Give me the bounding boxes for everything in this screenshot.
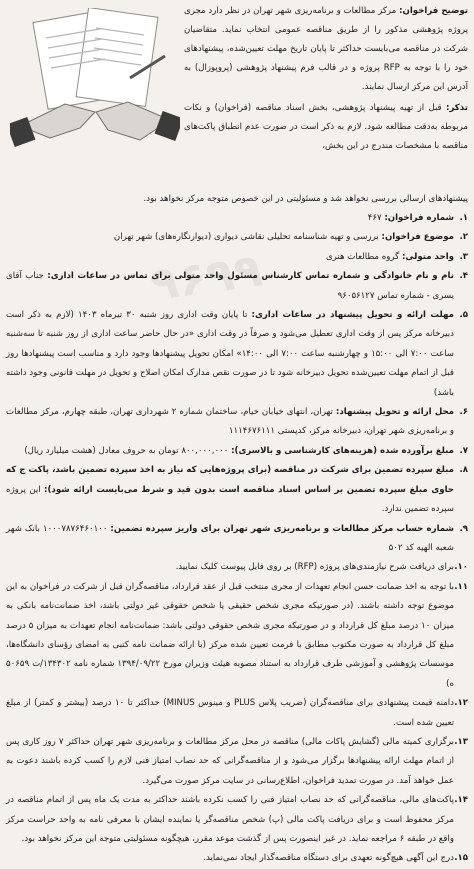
item-number: ۵. (459, 310, 468, 321)
notice-items (6, 209, 468, 869)
item-text: تا پایان وقت اداری روز شنبه ۳۰ تیرماه ۱۴۰۳ (لازم به ذکر است دبیرخانه مرکز پس از وقت اداری تعطیل می‌شود و صرفاً در وقت اداری «در حال حاضر ساعت اداری از روز شنبه تا سه‌شنبه ساعت ۷:۰۰ الی ۱۵:۰۰ و چهارشنبه ساعت ۷:۰۰ الی ۱۴:۰۰» امکان تحویل پیشنهادها وجود دارد و مناسب است پیشنهادها روز قبل از اتمام مهلت تعیین‌شده تحویل دبیرخانه شود تا در صورت نقص مدارک امکان اصلاح و تحویل در مهلت قانونی وجود داشته باشد) (6, 310, 454, 398)
item-text: برگزاری کمیته مالی (گشایش پاکات مالی) مناقصه در محل مرکز مطالعات و برنامه‌ریزی شهر تهران حداکثر ۷ روز کاری پس از اتمام مهلت ارائه پیشنهادها برگزار می‌شود و از مناقصه‌گرانی که حد نصاب امتیاز فنی لازم را کسب کرده باشند دعوت به عمل خواهد آمد. در صورت تمدید فراخوان، اطلاع‌رسانی در سایت مرکز صورت می‌گیرد. (6, 736, 454, 786)
notice-item (6, 248, 468, 267)
item-text: درج این آگهی هیچ‌گونه تعهدی برای دستگاه مناقصه‌گذار ایجاد نمی‌نماید. (203, 853, 454, 864)
item-number: ۱۵. (454, 853, 468, 864)
notice-item (6, 461, 468, 519)
item-label: نام و نام خانوادگی و شماره تماس کارشناس مسئول واحد متولی برای تماس در ساعات اداری: (47, 271, 454, 282)
item-text: جناب آقای یسری - شماره تماس ۹۶۰۵۶۱۲۷ (6, 271, 454, 301)
intro-continuation: پیشنهادهای ارسالی بررسی نخواهد شد و مسئولیتی در این خصوص متوجه مرکز نخواهد بود. (143, 194, 468, 204)
item-number: ۹. (459, 523, 468, 534)
notice-item (6, 578, 468, 694)
item-number: ۱۲. (454, 698, 468, 709)
notice-item (6, 694, 468, 733)
notice-item (6, 733, 468, 791)
notice-item (6, 849, 468, 868)
item-text: ۴۶۷ (367, 213, 382, 223)
item-number: ۳. (459, 251, 468, 262)
notice-item (6, 228, 468, 247)
watermark: ۹۶۹۹ (146, 242, 266, 312)
notice-item (6, 558, 468, 577)
item-number: ۱۱. (454, 581, 468, 592)
note-paragraph (184, 99, 468, 156)
item-number: ۲. (459, 232, 468, 243)
item-label: مهلت ارائه و تحویل پیشنهاد در ساعات اداری: (251, 310, 454, 321)
item-text: ۸۰۰,۰۰۰,۰۰۰ تومان به حروف معادل (هشت میلیارد ریال) (24, 445, 229, 456)
contract-handshake-illustration-icon (10, 8, 180, 158)
description-text: مرکز مطالعات و برنامه‌ریزی شهر تهران در نظر دارد مجری پروژه پژوهشی مذکور را از طریق مناقصه عمومی انتخاب نماید. متقاضیان شرکت در مناقصه می‌بایست حداکثر تا پایان تاریخ مهلت تعیین‌شده، پیشنهادهای خود را با توجه به RFP پروژه و در قالب فرم پیشنهاد پژوهشی (پروپوزال) به آدرس این مرکز ارسال نمایند. (184, 6, 468, 92)
item-label: شماره حساب مرکز مطالعات و برنامه‌ریزی شهر تهران برای واریز سپرده تضمین: (110, 523, 455, 534)
item-text: با توجه به اخذ ضمانت حسن انجام تعهدات از مجری منتخب قبل از عقد قرارداد، مناقصه‌گران قبل از شرکت در فراخوان به این موضوع توجه داشته باشند. (در صورتیکه مجری شخص حقیقی یا شخص حقوقی غیر دولتی باشد، اخذ ضمانت‌نامه بانکی به میزان ۱۰ درصد مبلغ کل قرارداد و در صورتیکه مجری شخص حقوقی دولتی باشد: ضمانت‌نامه انجام تعهدات به میزان ۵ درصد مبلغ کل قرارداد به صورت مکتوب مطابق با فرمت تعیین شده مرکز (با ارائه ضمانت نامه کتبی به امضای رؤسای دانشگاه‌ها، موسسات پژوهشی و آموزشی طرف قرارداد به استناد مصوبه هیئت وزیران مورخ ۱۳۹۴/۰۹/۲۲ شماره نامه ۱۳۴۳۰۲/ت ۵۰۶۵۹ ه) (6, 581, 454, 689)
item-label: شماره فراخوان: (384, 213, 454, 223)
item-number: ۱۳. (454, 736, 468, 747)
item-number: ۸. (459, 465, 468, 476)
description-paragraph (184, 2, 468, 97)
notice-item (6, 267, 468, 306)
item-number: ۱۰. (454, 562, 468, 573)
item-number: ۷. (459, 445, 468, 456)
item-text: پاکت‌های مالی، مناقصه‌گرانی که حد نصاب امتیاز فنی را کسب نکرده باشند حداکثر به مدت یک ماه پس از اتمام مناقصه در مرکز محفوظ است و برای دریافت پاکت مالی (پ) شخص مناقصه‌گر یا نماینده ایشان با معرفی نامه به واحد حراست مرکز واقع در طبقه ۶ مراجعه نماید. در غیر اینصورت پس از گذشت موعد مقرر، هیچگونه مسئولیتی متوجه این مرکز نخواهد بود. (6, 795, 454, 844)
intro-text (184, 2, 468, 156)
item-label: واحد متولی: (401, 251, 454, 262)
item-label: مبلغ سپرده تضمین برای شرکت در مناقصه (برای پروژه‌هایی که نیاز به اخذ سپرده تضمین باشد، پاکت ج که حاوی مبلغ سپرده تضمین بر اساس اسناد مناقصه است بدون قید و شرط می‌بایست ارائه شود): (6, 465, 454, 495)
description-label: توضیح فراخوان: (399, 6, 468, 16)
item-number: ۱۴. (454, 795, 468, 806)
notice-item (6, 209, 468, 228)
item-text: دامنه قیمت پیشنهادی برای مناقصه‌گران (ضریب پلاس PLUS و مینوس MINUS) حداکثر تا ۱۰ درصد (بیشتر و کمتر) از مبلغ تعیین شده است. (6, 698, 454, 728)
notice-header (6, 2, 468, 190)
item-number: ۴. (459, 271, 468, 282)
notice-item (6, 442, 468, 461)
item-text: ۱۰۰۰۷۸۷۶۴۶۰۱۰۰ بانک شهر شعبه الهیه کد ۵۰۲ (6, 523, 454, 553)
item-number: ۶. (459, 407, 468, 418)
item-label: موضوع فراخوان: (381, 232, 454, 243)
note-text: قبل از تهیه پیشنهاد پژوهشی، بخش اسناد مناقصه (فراخوان) و نکات مربوطه به‌دقت مطالعه شود. لازم به ذکر است در صورت عدم انطباق پاکت‌های مناقصه با مشخصات مندرج در این بخش، (184, 103, 468, 151)
item-text: بررسی و تهیه شناسنامه تحلیلی نقاشی دیواری (دیوارنگاره‌های) شهر تهران (113, 232, 379, 243)
item-text: تهران، انتهای خیابان خیام، ساختمان شماره ۲ شهرداری تهران، طبقه چهارم، مرکز مطالعات و برنامه‌ریزی شهر تهران، دبیرخانه مرکز، کدپستی ۱۱۱۴۶۷۶۱۱۱ (6, 407, 454, 437)
notice-item (6, 403, 468, 442)
item-label: محل ارائه و تحویل پیشنهاد: (335, 407, 455, 418)
item-text: گروه مطالعات هنری (325, 251, 400, 262)
item-text: این پروژه سپرده تضمین ندارد. (6, 484, 454, 515)
item-text[interactable]: برای دریافت شرح نیازمندی‌های پروژه (RFP) بر روی فایل پیوست کلیک نمایید. (175, 562, 454, 573)
notice-item (6, 520, 468, 559)
note-label: تذکر: (446, 103, 468, 113)
item-number: ۱. (459, 213, 468, 223)
item-label: مبلغ برآورده شده (هزینه‌های کارشناسی و بالاسری): (231, 445, 454, 456)
notice-item (6, 791, 468, 849)
notice-item (6, 306, 468, 403)
